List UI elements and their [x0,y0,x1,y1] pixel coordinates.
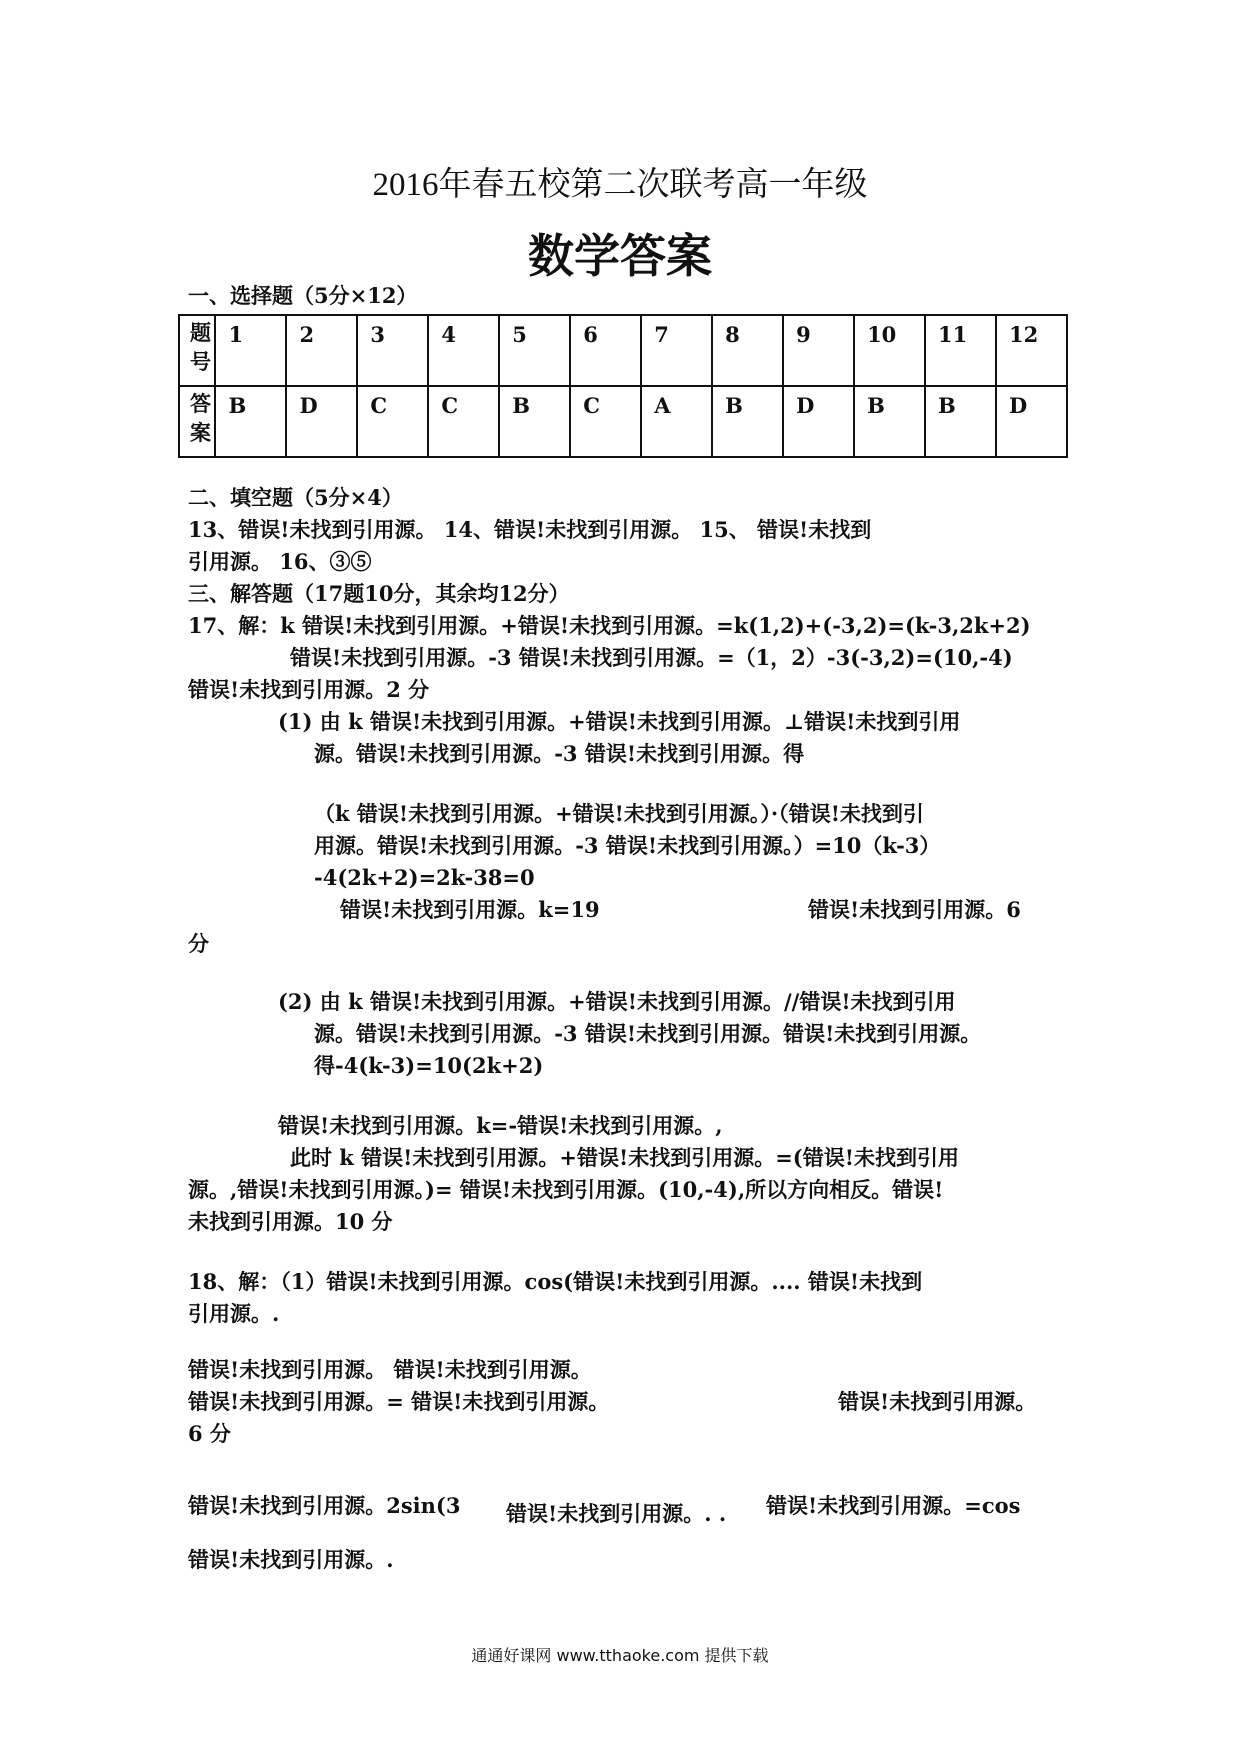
section3-heading: 三、解答题（17题10分，其余均12分） [188,581,570,606]
q17-part1-score: 错误!未找到引用源。6 [808,897,1021,922]
table-cell: C [357,386,428,457]
q17-part1-line-4: 用源。错误!未找到引用源。-3 错误!未找到引用源。）=10（k-3） [314,833,941,858]
q17-part2-line-6: 源。,错误!未找到引用源。)= 错误!未找到引用源。(10,-4),所以方向相反。错误! [188,1177,944,1202]
table-cell: 5 [499,315,570,386]
table-cell: 2 [286,315,357,386]
table-cell: 10 [854,315,925,386]
table-row [179,315,1067,386]
q18-line-4: 错误!未找到引用源。= 错误!未找到引用源。 [188,1389,610,1414]
table-cell: 6 [570,315,641,386]
q18-line-5-right: 错误!未找到引用源。=cos [766,1493,1021,1518]
answer-table [178,314,1068,458]
q18-score: 6 分 [188,1421,231,1446]
q17-part1-line-6: 错误!未找到引用源。k=19 [340,897,600,922]
table-cell: 1 [215,315,286,386]
q17-part2-line-7: 未找到引用源。10 分 [188,1209,393,1234]
q17-part2-line-1: (2) 由 k 错误!未找到引用源。+错误!未找到引用源。//错误!未找到引用 [278,989,956,1014]
table-cell: A [641,386,712,457]
table-cell: D [783,386,854,457]
table-cell: B [215,386,286,457]
table-cell: B [925,386,996,457]
q17-part2-line-4: 错误!未找到引用源。k=-错误!未找到引用源。, [278,1113,723,1138]
q17-part1-line-3: （k 错误!未找到引用源。+错误!未找到引用源。）·（错误!未找到引 [314,801,924,826]
table-cell: 8 [712,315,783,386]
q17-part2-line-3: 得-4(k-3)=10(2k+2) [314,1053,544,1078]
q17-part2-line-5: 此时 k 错误!未找到引用源。+错误!未找到引用源。=(错误!未找到引用 [290,1145,959,1170]
row-label-answer: 答案 [179,386,215,457]
table-cell: 11 [925,315,996,386]
section1-heading: 一、选择题（5分×12） [188,283,418,308]
table-cell: 9 [783,315,854,386]
table-cell: B [499,386,570,457]
fill-answers-line-1: 13、错误!未找到引用源。 14、错误!未找到引用源。 15、 错误!未找到 [188,517,872,542]
footer-credit: 通通好课网 www.tthaoke.com 提供下载 [471,1646,769,1665]
table-cell: B [854,386,925,457]
q17-part1-score-unit: 分 [188,931,209,956]
q17-part2-line-2: 源。错误!未找到引用源。-3 错误!未找到引用源。错误!未找到引用源。 [314,1021,982,1046]
table-cell: C [428,386,499,457]
table-cell: B [712,386,783,457]
document-subtitle: 数学答案 [528,229,712,283]
q17-part1-line-5: -4(2k+2)=2k-38=0 [314,865,535,890]
q17-line-1: 17、解：k 错误!未找到引用源。+错误!未找到引用源。=k(1,2)+(-3,2)=(k-3,2k+2) [188,613,1031,638]
table-cell: D [286,386,357,457]
section2-heading: 二、填空题（5分×4） [188,485,403,510]
table-cell: 7 [641,315,712,386]
document-title: 2016年春五校第二次联考高一年级 [372,167,868,203]
table-row [179,386,1067,457]
table-cell: 12 [996,315,1067,386]
q17-part1-line-1: (1) 由 k 错误!未找到引用源。+错误!未找到引用源。⊥错误!未找到引用 [278,709,961,734]
q18-line-4-right: 错误!未找到引用源。 [838,1389,1037,1414]
table-cell: C [570,386,641,457]
q18-line-3: 错误!未找到引用源。 错误!未找到引用源。 [188,1357,592,1382]
q18-line-5-mid: 错误!未找到引用源。. . [506,1501,727,1526]
table-cell: 3 [357,315,428,386]
q17-line-2: 错误!未找到引用源。-3 错误!未找到引用源。=（1，2）-3(-3,2)=(10,-4) [290,645,1013,670]
table-cell: D [996,386,1067,457]
fill-answers-line-2: 引用源。 16、③⑤ [188,549,372,574]
q18-line-5: 错误!未找到引用源。2sin(3 [188,1493,461,1518]
q17-line-3: 错误!未找到引用源。2 分 [188,677,430,702]
row-label-number: 题号 [179,315,215,386]
q18-line-6: 错误!未找到引用源。. [188,1547,394,1572]
q17-part1-line-2: 源。错误!未找到引用源。-3 错误!未找到引用源。得 [314,741,805,766]
table-cell: 4 [428,315,499,386]
q18-line-2: 引用源。. [188,1301,280,1326]
q18-line-1: 18、解：（1）错误!未找到引用源。cos(错误!未找到引用源。.... 错误!未找到 [188,1269,923,1294]
